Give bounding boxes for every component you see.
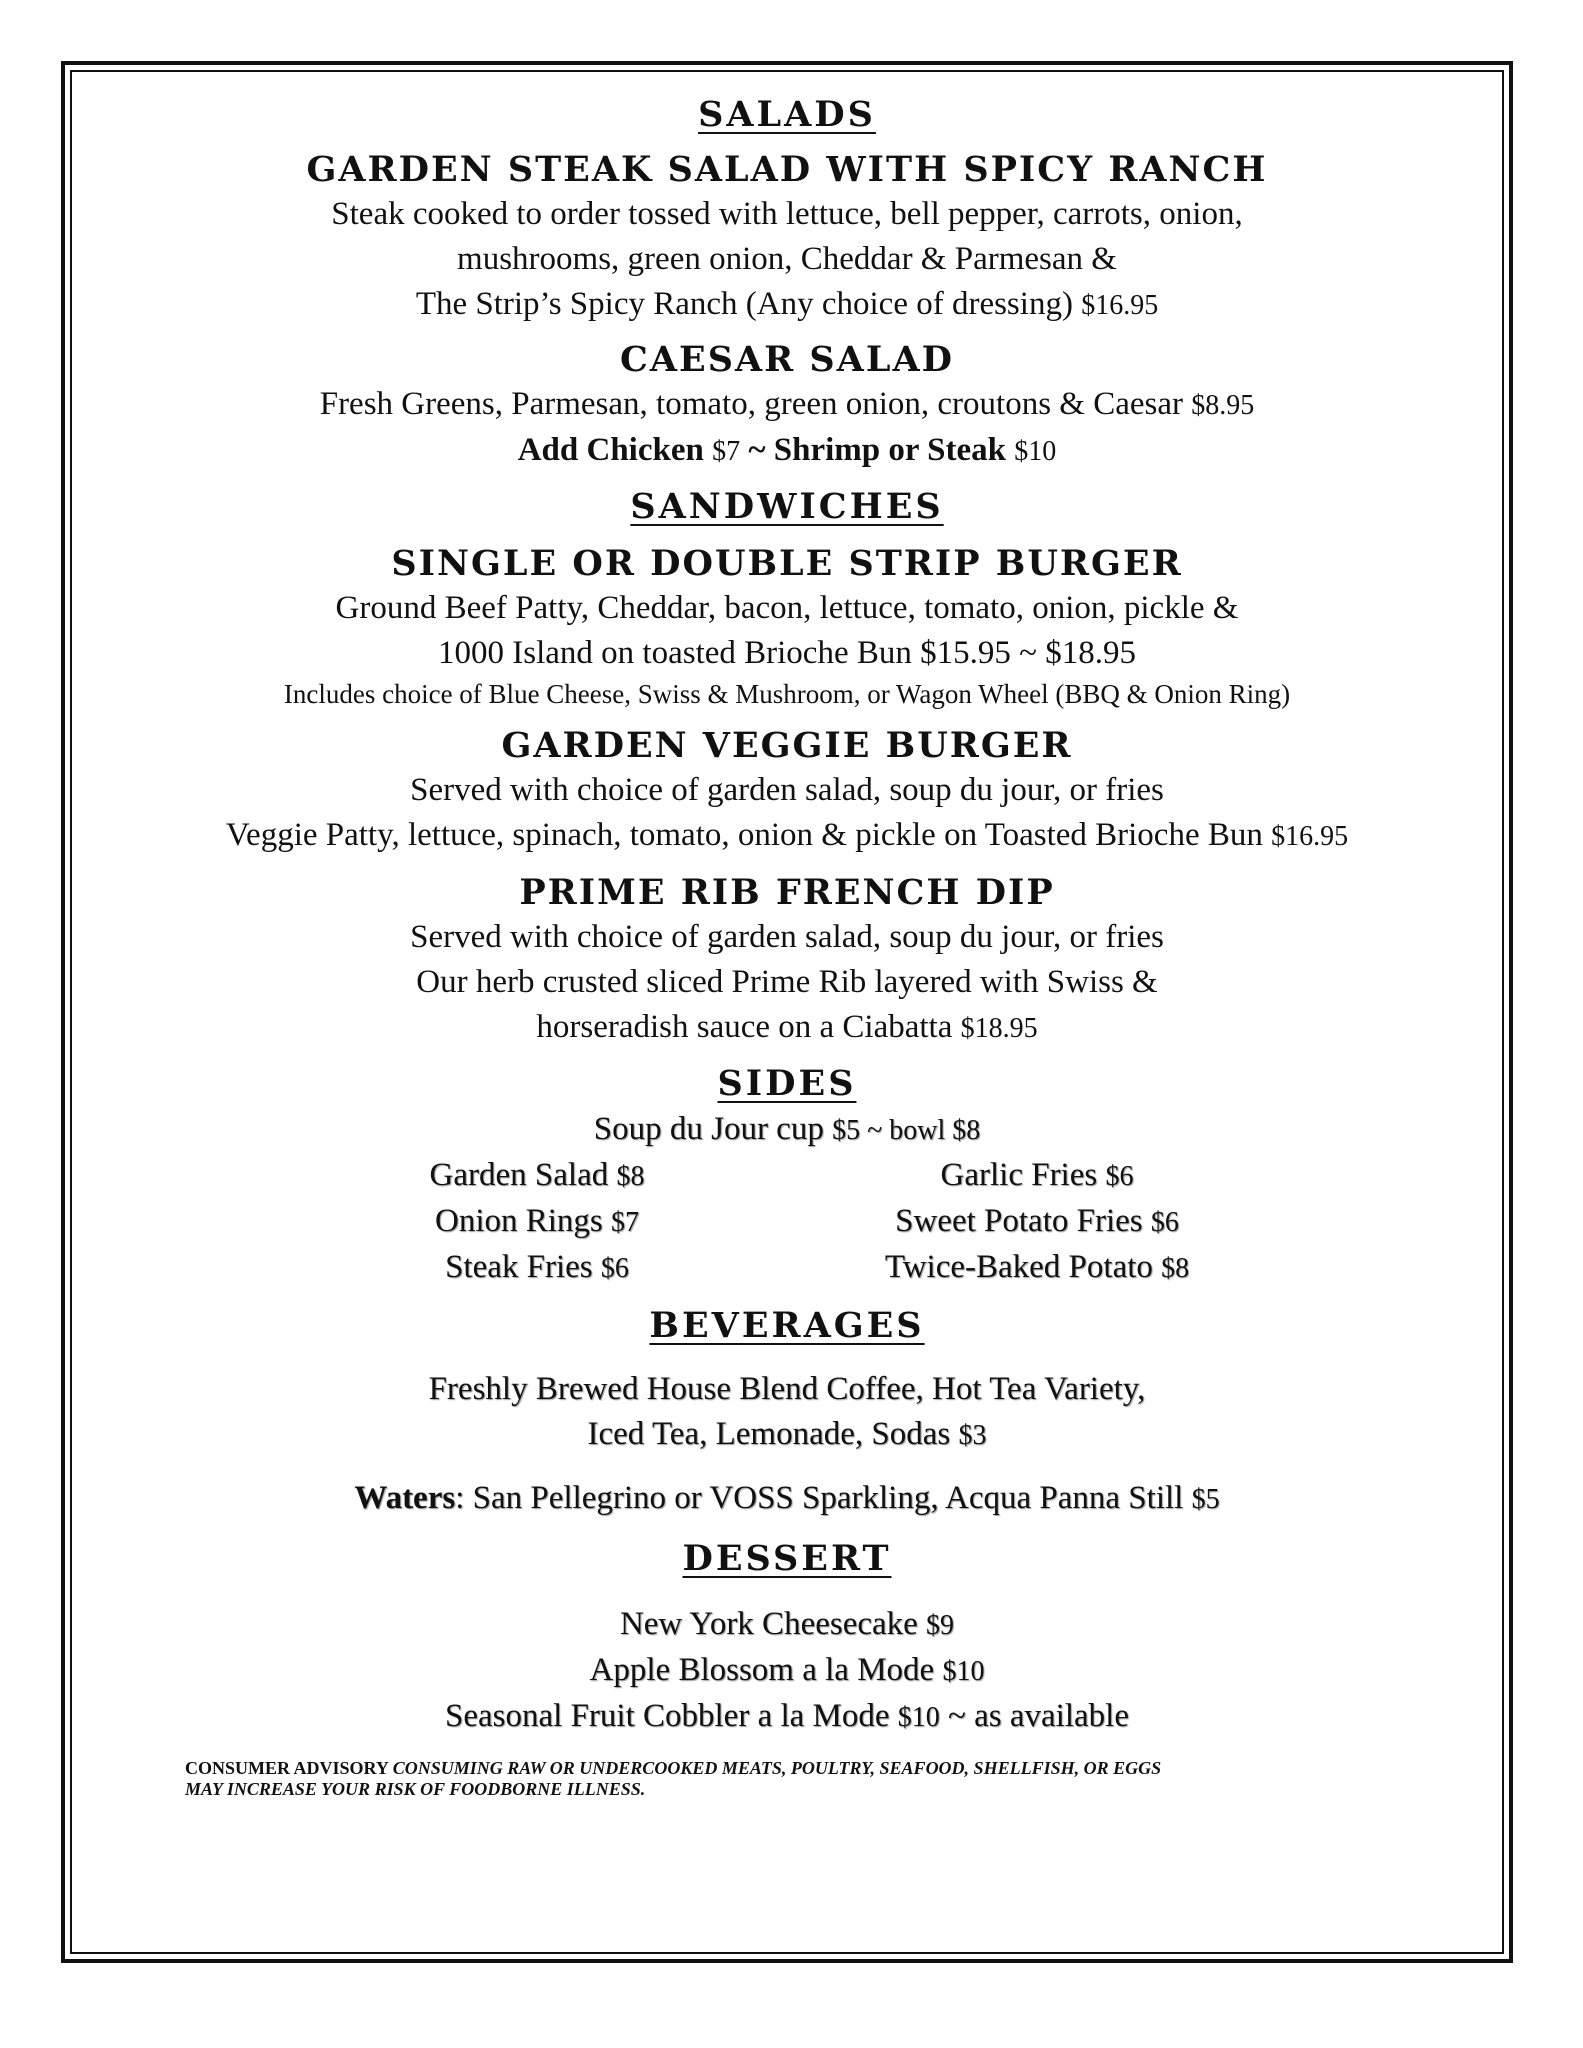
addon-shrimp-steak-price: $10	[1014, 436, 1057, 467]
item-price: $10	[897, 1702, 940, 1733]
dessert-availability: ~ as available	[948, 1698, 1129, 1734]
item-title-garden-steak-salad: GARDEN STEAK SALAD WITH SPICY RANCH	[306, 149, 1268, 190]
side-item: Twice-Baked Potato $8	[884, 1249, 1190, 1285]
item-description-line: Served with choice of garden salad, soup du jour, or fries	[410, 919, 1164, 955]
item-price: $6	[600, 1253, 629, 1284]
waters-label: Waters	[354, 1480, 456, 1516]
side-item: Sweet Potato Fries $6	[895, 1203, 1179, 1239]
dessert-item: Seasonal Fruit Cobbler a la Mode $10 ~ as available	[445, 1698, 1129, 1734]
item-description-line: Veggie Patty, lettuce, spinach, tomato, onion & pickle on Toasted Brioche Bun $16.95	[225, 817, 1349, 853]
sides-grid	[287, 1153, 1287, 1291]
item-price: $5 ~ bowl $8	[832, 1115, 981, 1146]
item-title-caesar-salad: CAESAR SALAD	[620, 339, 954, 380]
item-price: $6	[1150, 1207, 1179, 1238]
item-price: $8	[616, 1161, 645, 1192]
advisory-line-1: CONSUMING RAW OR UNDERCOOKED MEATS, POULTRY, SEAFOOD, SHELLFISH, OR EGGS	[392, 1758, 1162, 1778]
item-price: $8.95	[1191, 390, 1255, 421]
item-description-line: Our herb crusted sliced Prime Rib layered with Swiss &	[416, 964, 1158, 1000]
side-item: Garlic Fries $6	[940, 1157, 1134, 1193]
side-item: Steak Fries $6	[445, 1249, 629, 1285]
section-title-dessert: DESSERT	[682, 1538, 892, 1579]
item-description-line: 1000 Island on toasted Brioche Bun $15.95 ~ $18.95	[438, 635, 1136, 671]
item-note: Includes choice of Blue Cheese, Swiss & Mushroom, or Wagon Wheel (BBQ & Onion Ring)	[283, 679, 1291, 709]
addon-chicken-label: Add Chicken	[517, 432, 704, 468]
item-price: $16.95	[1081, 290, 1159, 321]
item-description-line: Fresh Greens, Parmesan, tomato, green onion, croutons & Caesar $8.95	[319, 386, 1255, 422]
menu-page	[80, 92, 1494, 1800]
item-price: $18.95	[960, 1013, 1038, 1044]
item-price: $3	[958, 1420, 987, 1451]
item-description-line: Served with choice of garden salad, soup du jour, or fries	[410, 772, 1164, 808]
item-price: $10	[942, 1656, 985, 1687]
item-price: $7	[611, 1207, 640, 1238]
addon-separator: ~	[748, 432, 766, 468]
item-description-line: mushrooms, green onion, Cheddar & Parmesan &	[457, 241, 1117, 277]
addon-shrimp-steak-label: Shrimp or Steak	[773, 432, 1007, 468]
item-description-line: Ground Beef Patty, Cheddar, bacon, lettuce, tomato, onion, pickle &	[335, 590, 1239, 626]
section-title-sides: SIDES	[717, 1063, 857, 1104]
consumer-advisory	[185, 1758, 1385, 1800]
dessert-item: New York Cheesecake $9	[619, 1606, 955, 1642]
beverage-line: Iced Tea, Lemonade, Sodas $3	[587, 1416, 987, 1452]
item-title-strip-burger: SINGLE OR DOUBLE STRIP BURGER	[391, 543, 1183, 584]
side-item: Onion Rings $7	[434, 1203, 640, 1239]
item-price: $5	[1191, 1484, 1220, 1515]
item-price: $6	[1105, 1161, 1134, 1192]
item-price: $8	[1161, 1253, 1190, 1284]
dessert-item: Apple Blossom a la Mode $10	[589, 1652, 985, 1688]
section-title-sandwiches: SANDWICHES	[630, 486, 944, 527]
section-title-beverages: BEVERAGES	[649, 1305, 925, 1346]
advisory-lead: CONSUMER ADVISORY	[185, 1758, 389, 1778]
item-title-veggie-burger: GARDEN VEGGIE BURGER	[501, 725, 1073, 766]
item-title-french-dip: PRIME RIB FRENCH DIP	[519, 872, 1055, 913]
caesar-addons	[80, 428, 1494, 474]
beverage-line: Freshly Brewed House Blend Coffee, Hot Tea Variety,	[428, 1371, 1146, 1407]
item-price: $9	[926, 1610, 955, 1641]
advisory-line-2: MAY INCREASE YOUR RISK OF FOODBORNE ILLNESS.	[185, 1779, 646, 1799]
item-description-line: The Strip’s Spicy Ranch (Any choice of dressing) $16.95	[415, 286, 1159, 322]
section-title-salads: SALADS	[698, 94, 876, 135]
item-description-line: Steak cooked to order tossed with lettuce, bell pepper, carrots, onion,	[331, 196, 1243, 232]
side-soup: Soup du Jour cup $5 ~ bowl $8	[593, 1111, 981, 1147]
item-description-line: horseradish sauce on a Ciabatta $18.95	[536, 1009, 1038, 1045]
item-price: $16.95	[1271, 821, 1349, 852]
addon-chicken-price: $7	[712, 436, 741, 467]
waters-line: Waters: San Pellegrino or VOSS Sparkling, Acqua Panna Still $5	[354, 1480, 1220, 1516]
side-item: Garden Salad $8	[429, 1157, 645, 1193]
